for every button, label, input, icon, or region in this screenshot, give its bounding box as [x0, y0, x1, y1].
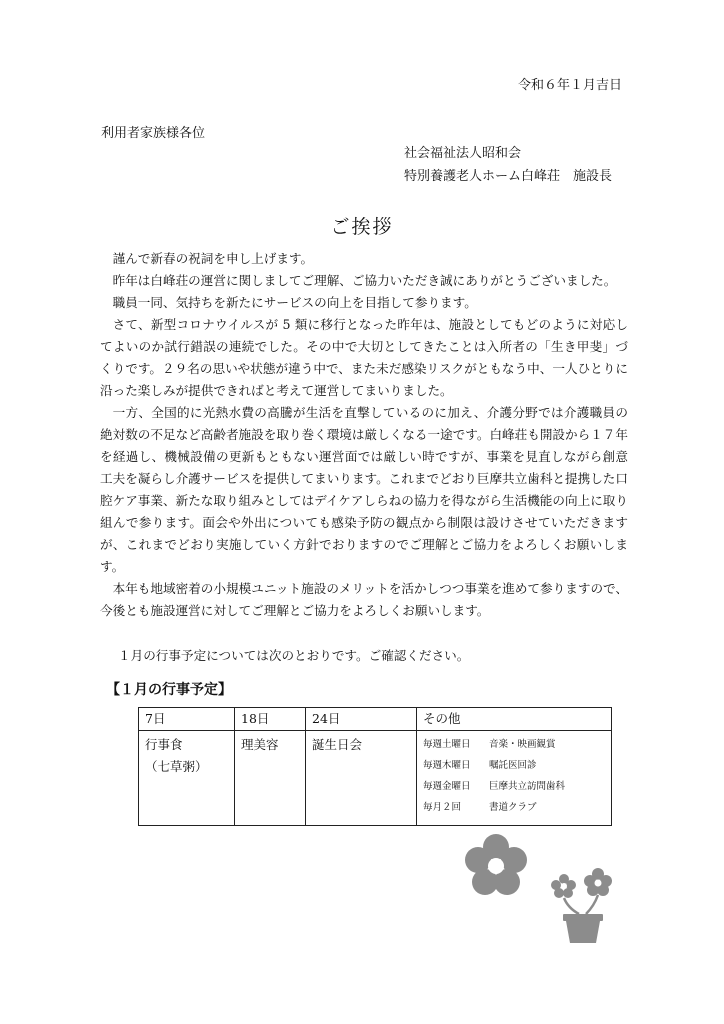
list-item [423, 734, 605, 755]
sender-organization: 社会福祉法人昭和会 [404, 146, 522, 161]
table-row [139, 731, 612, 826]
header-cell: その他 [417, 708, 612, 731]
event-cell-18th [235, 731, 306, 826]
other-events-list [423, 734, 605, 818]
event-name: 書道クラブ [489, 802, 537, 813]
list-item [423, 776, 605, 797]
event-frequency: 毎週木曜日 [423, 760, 471, 771]
event-cell-24th [306, 731, 417, 826]
document-title: ご挨拶 [330, 216, 394, 238]
paragraph: 職員一同、気持ちを新たにサービスの向上を目指して参ります。 [112, 295, 477, 310]
list-item [423, 797, 605, 818]
paragraph: 昨年は白峰荘の運営に関しましてご理解、ご協力いただき誠にありがとうございました。 [112, 273, 617, 288]
table-header-row [139, 708, 612, 731]
paragraph: 謹んで新春の祝詞を申し上げます。 [112, 251, 314, 266]
event-frequency: 毎週土曜日 [423, 739, 471, 750]
event-text: 理美容 [241, 737, 279, 752]
list-item [423, 755, 605, 776]
sender-block [404, 142, 612, 188]
paragraph: 一方、全国的に光熱水費の高騰が生活を直撃しているのに加え、介護分野では介護職員の絶対数の不足など高齢者施設を取り巻く環境は厳しくなる一途です。白峰荘も開設から１７年を経過し、機械設備の更新もともない運営面では厳しい時ですが、事業を見直しながら創意工夫を凝らし介護サービスを提供してまいります。これまでどおり巨摩共立歯科と提携した口腔ケア事業、新たな取り組みとしてはデイケアしらねの協力を得ながら生活機能の向上に取り組んで参ります。面会や外出についても感染予防の観点から制限は設けさせていただきますが、これまでどおり実施していく方針でおりますのでご理解とご協力をよろしくお願いします。 [100, 405, 629, 574]
event-text: （七草粥） [145, 759, 208, 774]
event-text: 行事食 [145, 737, 183, 752]
schedule-heading: 【１月の行事予定】 [106, 682, 232, 698]
flower-icon [462, 833, 530, 901]
recipient: 利用者家族様各位 [101, 126, 206, 141]
event-name: 音楽・映画観賞 [489, 739, 556, 750]
header-cell: 24日 [306, 708, 417, 731]
event-frequency: 毎月２回 [423, 802, 462, 813]
event-frequency: 毎週金曜日 [423, 781, 471, 792]
greeting-body [100, 248, 628, 622]
sender-facility: 特別養護老人ホーム白峰荘 施設長 [404, 169, 613, 184]
potted-flower-icon [546, 868, 616, 946]
event-cell-7th [139, 731, 235, 826]
paragraph: 本年も地域密着の小規模ユニット施設のメリットを活かしつつ事業を進めて参りますので、今後とも施設運営に対してご理解とご協力をよろしくお願いします。 [100, 581, 628, 618]
document-date: 令和６年１月吉日 [517, 78, 622, 93]
event-name: 嘱託医回診 [489, 760, 537, 771]
header-cell: 7日 [139, 708, 235, 731]
schedule-table [138, 707, 612, 826]
header-cell: 18日 [235, 708, 306, 731]
paragraph: さて、新型コロナウイルスが 5 類に移行となった昨年は、施設としてもどのように対応してよいのか試行錯誤の連続でした。その中で大切としてきたことは入所者の「生き甲斐」づくりです。２９名の思いや状態が違う中で、また未だ感染リスクがともなう中、一人ひとりに沿った楽しみが提供できればと考えて運営してまいりました。 [100, 317, 628, 398]
schedule-intro: １月の行事予定については次のとおりです。ご確認ください。 [118, 648, 470, 663]
event-cell-other [417, 731, 612, 826]
event-text: 誕生日会 [312, 737, 363, 752]
event-name: 巨摩共立訪問歯科 [489, 781, 566, 792]
